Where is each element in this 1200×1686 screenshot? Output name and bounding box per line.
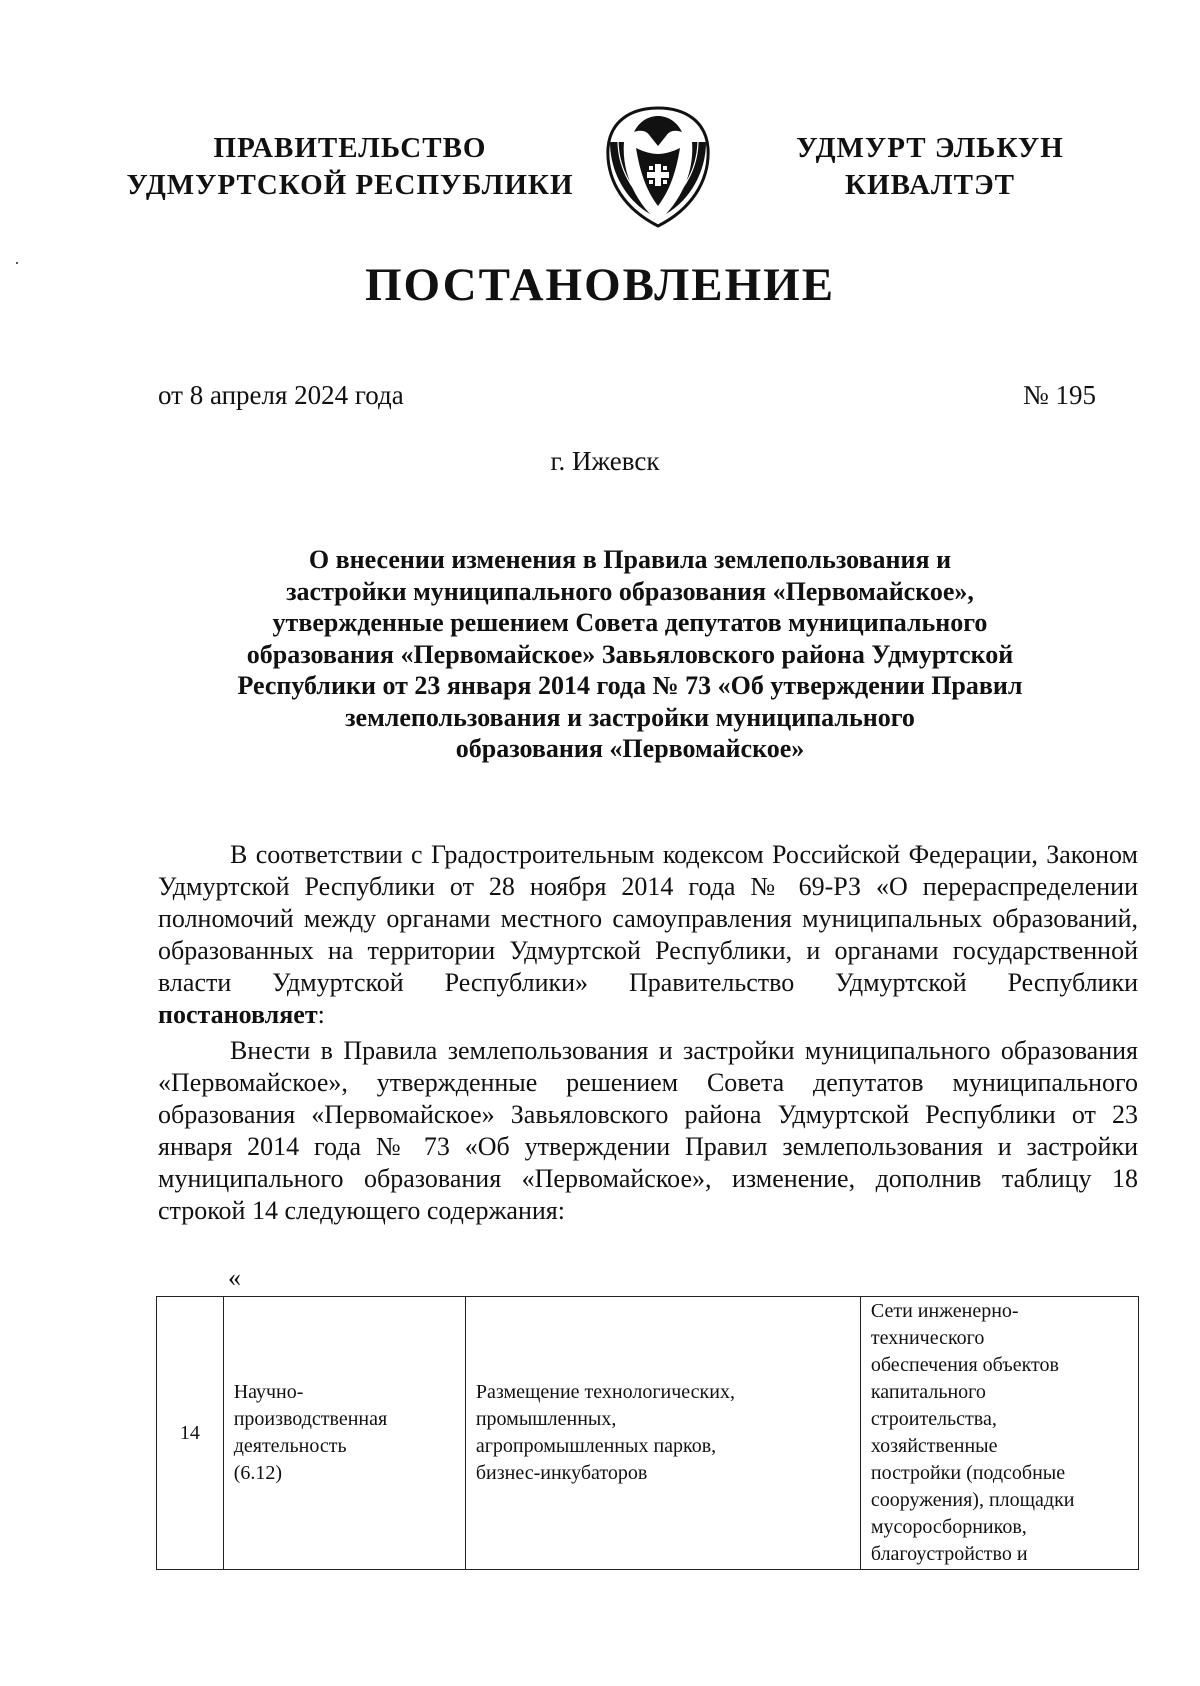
preamble-verb: постановляет	[158, 1000, 318, 1029]
header-left-line2: УДМУРТСКОЙ РЕСПУБЛИКИ	[126, 169, 574, 201]
header-right	[780, 130, 1080, 204]
preamble-paragraph	[158, 839, 1138, 1031]
cell-line: благоустройство и	[870, 1543, 1028, 1565]
title-line: Республики от 23 января 2014 года № 73 «Об утверждении Правил	[237, 671, 1023, 700]
cell-line: Размещение технологических,	[475, 1381, 735, 1403]
cell-line: капитального	[870, 1381, 986, 1403]
header-left-line1: ПРАВИТЕЛЬСТВО	[213, 132, 487, 164]
auxiliary-cell	[860, 1297, 1138, 1570]
header-left	[120, 130, 580, 204]
title-line: образования «Первомайское» Завьяловского района Удмуртской	[246, 639, 1014, 669]
operative-paragraph	[158, 1035, 1138, 1227]
document-title	[190, 544, 1070, 765]
preamble-text: В соответствии с Градостроительным кодексом Российской Федерации, Законом Удмуртской Республики от 28 ноября 2014 года № 69-РЗ «О перераспределении полномочий между органами местного самоуправления муниципальных образований, образованных на территории Удмуртской Республики, и органами государственной власти Удмуртской Республики» Правительство Удмуртской Республики	[158, 840, 1138, 997]
row-number-cell: 14	[157, 1297, 224, 1570]
cell-line: технического	[870, 1327, 985, 1349]
cell-line: хозяйственные	[870, 1435, 998, 1457]
cell-line: деятельность	[233, 1435, 347, 1457]
coat-of-arms-icon	[600, 102, 716, 232]
cell-line: промышленных,	[475, 1408, 617, 1430]
title-line: землепользования и застройки муниципального	[345, 702, 915, 732]
cell-line: Научно-	[233, 1381, 304, 1403]
cell-line: производственная	[233, 1408, 388, 1430]
preamble-tail: :	[317, 1000, 325, 1029]
document-city: г. Ижевск	[550, 446, 660, 476]
document-number: № 195	[1022, 380, 1096, 410]
cell-line: (6.12)	[233, 1462, 283, 1484]
title-line: образования «Первомайское»	[455, 734, 805, 763]
operative-text: Внести в Правила землепользования и застройки муниципального образования «Первомайское», утвержденные решением Совета депутатов муниципального образования «Первомайское» Завьяловского района Удмуртской Республики от 23 января 2014 года № 73 «Об утверждении Правил землепользования и застройки муниципального образования «Первомайское», изменение, дополнив таблицу 18 строкой 14 следующего содержания:	[158, 1036, 1138, 1225]
description-cell	[465, 1297, 860, 1570]
title-line: утвержденные решением Совета депутатов муниципального	[272, 608, 988, 637]
inserted-table-row	[156, 1296, 1139, 1570]
header-right-line1: УДМУРТ ЭЛЬКУН	[796, 132, 1064, 164]
cell-line: обеспечения объектов	[870, 1354, 1059, 1376]
cell-line: строительства,	[870, 1408, 997, 1430]
title-line: О внесении изменения в Правила землепользования и	[308, 545, 952, 574]
header-right-line2: КИВАЛТЭТ	[844, 169, 1015, 201]
title-line: застройки муниципального образования «Первомайское»,	[286, 576, 974, 606]
activity-cell	[223, 1297, 465, 1570]
opening-quote: «	[228, 1263, 241, 1292]
cell-line: постройки (подсобные	[870, 1462, 1066, 1484]
table-row	[157, 1297, 1139, 1570]
document-date: от 8 апреля 2024 года	[158, 380, 404, 410]
document-type: ПОСТАНОВЛЕНИЕ	[364, 259, 836, 311]
cell-line: сооружения), площадки	[870, 1489, 1075, 1511]
cell-line: агропромышленных парков,	[475, 1435, 717, 1457]
cell-line: мусоросборников,	[870, 1516, 1027, 1538]
cell-line: бизнес-инкубаторов	[475, 1462, 648, 1484]
cell-line: Сети инженерно-	[870, 1300, 1019, 1322]
